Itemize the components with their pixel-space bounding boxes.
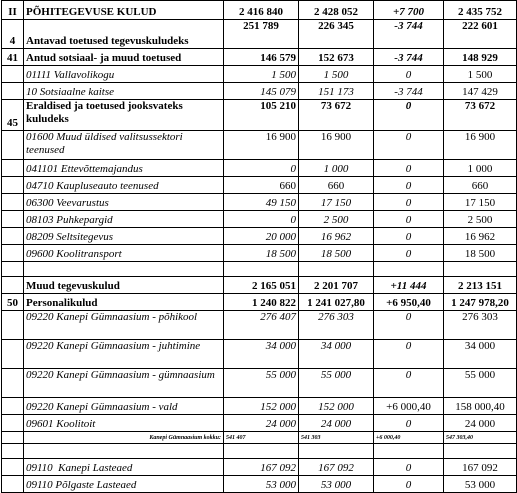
cell-value: 152 000 (299, 398, 374, 415)
cell-value: 20 000 (224, 228, 299, 245)
blank-row (2, 444, 517, 459)
cell-value: 1 240 822 (224, 294, 299, 311)
cell-value: -3 744 (374, 20, 444, 49)
cell-value: 2 213 151 (444, 277, 517, 294)
cell-value: 276 407 (224, 311, 299, 340)
row-label: 04710 Kaupluseauto teenused (24, 177, 224, 194)
cell-value: 167 092 (224, 459, 299, 476)
cell-value: -3 744 (374, 49, 444, 66)
cell-value: 34 000 (444, 340, 517, 369)
cell-value: 2 201 707 (299, 277, 374, 294)
row-label: PÕHITEGEVUSE KULUD (24, 1, 224, 20)
cell-value: 0 (374, 177, 444, 194)
row-label: Antud sotsiaal- ja muud toetused (24, 49, 224, 66)
table-row (2, 49, 517, 66)
row-label: 09110 Kanepi Lasteaed (24, 459, 224, 476)
table-row (2, 83, 517, 100)
cell-value: 226 345 (299, 20, 374, 49)
table-row (2, 100, 517, 131)
row-label: 09220 Kanepi Gümnaasium - põhikool (24, 311, 224, 340)
cell-value: 276 303 (444, 311, 517, 340)
subtotal-row (2, 432, 517, 444)
cell-value: 148 929 (444, 49, 517, 66)
row-label: 01600 Muud üldised valitsussektori teenused (24, 131, 224, 160)
cell-value: 146 579 (224, 49, 299, 66)
row-label: 09110 Põlgaste Lasteaed (24, 476, 224, 493)
row-label: 09601 Koolitoit (24, 415, 224, 432)
cell-value: 158 000,40 (444, 398, 517, 415)
table-row (2, 340, 517, 369)
cell-value: 276 303 (299, 311, 374, 340)
cell-value: 1 241 027,80 (299, 294, 374, 311)
table-row (2, 194, 517, 211)
cell-value: 18 500 (299, 245, 374, 262)
cell-value: 16 962 (444, 228, 517, 245)
cell-value: 0 (374, 100, 444, 131)
cell-value: 16 900 (444, 131, 517, 160)
table-row (2, 177, 517, 194)
cell-value: 16 900 (224, 131, 299, 160)
table-row (2, 160, 517, 177)
table-row (2, 369, 517, 398)
table-row (2, 131, 517, 160)
cell-value: 547 303,40 (444, 432, 517, 444)
table-row (2, 211, 517, 228)
cell-value: 55 000 (299, 369, 374, 398)
row-label: Personalikulud (24, 294, 224, 311)
cell-value: 24 000 (444, 415, 517, 432)
cell-value: +6 000,40 (374, 432, 444, 444)
table-row (2, 20, 517, 49)
row-label: 01111 Vallavolikogu (24, 66, 224, 83)
row-label: 041101 Ettevõttemajandus (24, 160, 224, 177)
row-code: 50 (2, 294, 24, 311)
cell-value: 1 247 978,20 (444, 294, 517, 311)
cell-value: 53 000 (444, 476, 517, 493)
cell-value: 18 500 (444, 245, 517, 262)
cell-value: 0 (374, 415, 444, 432)
row-code: II (2, 1, 24, 20)
cell-value: 152 673 (299, 49, 374, 66)
table-row (2, 398, 517, 415)
cell-value: +7 700 (374, 1, 444, 20)
row-label: 08103 Puhkepargid (24, 211, 224, 228)
cell-value: 17 150 (444, 194, 517, 211)
cell-value: +6 000,40 (374, 398, 444, 415)
cell-value: 2 416 840 (224, 1, 299, 20)
cell-value: 49 150 (224, 194, 299, 211)
cell-value: 18 500 (224, 245, 299, 262)
row-label: 09600 Koolitransport (24, 245, 224, 262)
table-row (2, 245, 517, 262)
cell-value: 2 500 (299, 211, 374, 228)
row-label: 09220 Kanepi Gümnaasium - vald (24, 398, 224, 415)
cell-value: 105 210 (224, 100, 299, 131)
cell-value: 55 000 (224, 369, 299, 398)
cell-value: 53 000 (299, 476, 374, 493)
cell-value: 660 (224, 177, 299, 194)
cell-value: 0 (374, 340, 444, 369)
cell-value: 16 900 (299, 131, 374, 160)
cell-value: 34 000 (224, 340, 299, 369)
row-label: Eraldised ja toetused jooksvateks kuludeks (24, 100, 224, 131)
cell-value: 151 173 (299, 83, 374, 100)
row-code: 45 (2, 100, 24, 131)
cell-value: 55 000 (444, 369, 517, 398)
cell-value: 0 (374, 194, 444, 211)
table-row (2, 415, 517, 432)
cell-value: 17 150 (299, 194, 374, 211)
cell-value: +6 950,40 (374, 294, 444, 311)
cell-value: 152 000 (224, 398, 299, 415)
cell-value: 1 500 (299, 66, 374, 83)
cell-value: 222 601 (444, 20, 517, 49)
cell-value: 34 000 (299, 340, 374, 369)
row-label: 06300 Veevarustus (24, 194, 224, 211)
cell-value: 660 (444, 177, 517, 194)
table-row (2, 228, 517, 245)
section-header-row (2, 1, 517, 20)
cell-value: 145 079 (224, 83, 299, 100)
cell-value: 1 500 (444, 66, 517, 83)
cell-value: 0 (374, 211, 444, 228)
cell-value: 0 (374, 476, 444, 493)
cell-value: 2 435 752 (444, 1, 517, 20)
table-row (2, 294, 517, 311)
blank-row (2, 262, 517, 277)
cell-value: 660 (299, 177, 374, 194)
cell-value: 541 303 (299, 432, 374, 444)
cell-value: 167 092 (299, 459, 374, 476)
cell-value: 0 (374, 311, 444, 340)
row-label: 08209 Seltsitegevus (24, 228, 224, 245)
cell-value: 0 (374, 131, 444, 160)
budget-table (1, 0, 517, 493)
cell-value: 24 000 (299, 415, 374, 432)
table-row (2, 277, 517, 294)
cell-value: +11 444 (374, 277, 444, 294)
row-code: 4 (2, 20, 24, 49)
cell-value: 0 (224, 211, 299, 228)
table-row (2, 476, 517, 493)
cell-value: 0 (374, 228, 444, 245)
table-row (2, 311, 517, 340)
cell-value: 251 789 (224, 20, 299, 49)
row-label: 09220 Kanepi Gümnaasium - juhtimine (24, 340, 224, 369)
cell-value: 2 165 051 (224, 277, 299, 294)
cell-value: 0 (374, 160, 444, 177)
cell-value: 1 000 (299, 160, 374, 177)
cell-value: 0 (374, 369, 444, 398)
row-label: Antavad toetused tegevuskuludeks (24, 20, 224, 49)
cell-value: 0 (374, 459, 444, 476)
cell-value: -3 744 (374, 83, 444, 100)
cell-value: 1 500 (224, 66, 299, 83)
table-row (2, 459, 517, 476)
cell-value: 0 (374, 245, 444, 262)
cell-value: 73 672 (444, 100, 517, 131)
cell-value: 16 962 (299, 228, 374, 245)
cell-value: 73 672 (299, 100, 374, 131)
cell-value: 147 429 (444, 83, 517, 100)
cell-value: 53 000 (224, 476, 299, 493)
cell-value: 541 407 (224, 432, 299, 444)
cell-value: 1 000 (444, 160, 517, 177)
subtotal-label: Kanepi Gümnaasium kokku: (24, 432, 224, 444)
row-label: 09220 Kanepi Gümnaasium - gümnaasium (24, 369, 224, 398)
cell-value: 24 000 (224, 415, 299, 432)
cell-value: 0 (374, 66, 444, 83)
cell-value: 0 (224, 160, 299, 177)
cell-value: 167 092 (444, 459, 517, 476)
cell-value: 2 500 (444, 211, 517, 228)
table-row (2, 66, 517, 83)
row-code: 41 (2, 49, 24, 66)
row-label: Muud tegevuskulud (24, 277, 224, 294)
row-label: 10 Sotsiaalne kaitse (24, 83, 224, 100)
cell-value: 2 428 052 (299, 1, 374, 20)
